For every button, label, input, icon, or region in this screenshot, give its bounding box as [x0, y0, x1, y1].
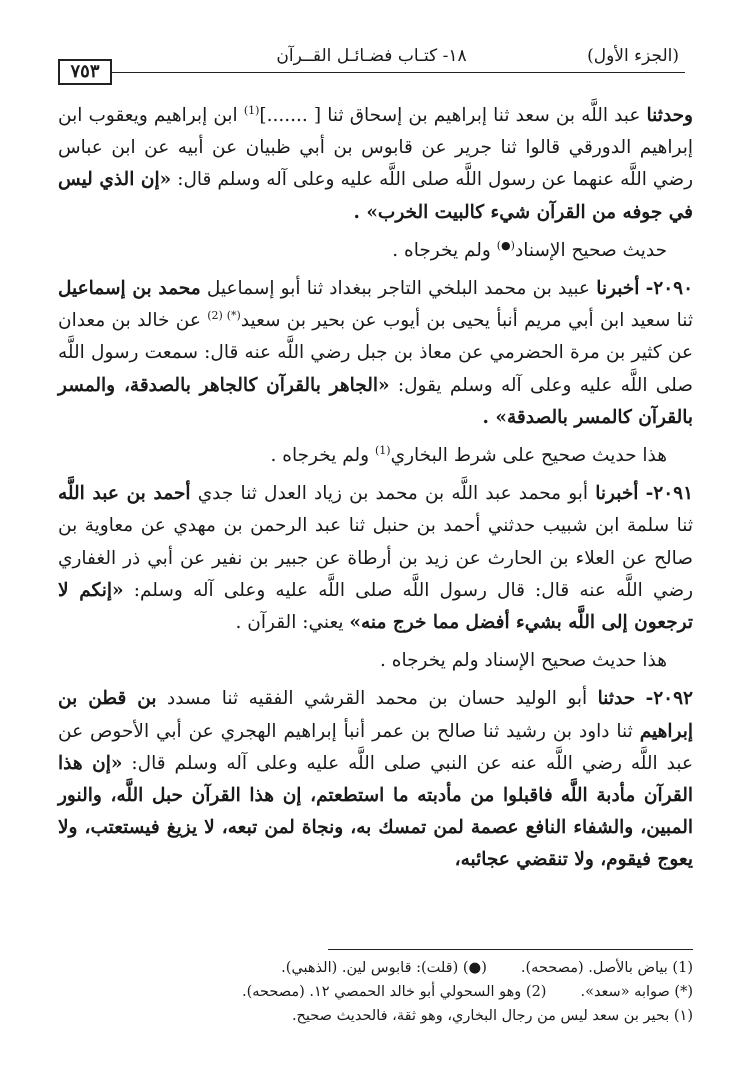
footnote-ref: (1) — [375, 443, 391, 457]
grading-text: هذا حديث صحيح الإسناد ولم يخرجاه . — [379, 650, 667, 672]
footnote: (1) بياض بالأصل. (مصححه). — [520, 960, 693, 976]
footnote: (●) (قلت): قابوس لين. (الذهبي). — [281, 960, 487, 976]
hadith-paragraph — [58, 478, 693, 639]
footnote-ref: (1) — [243, 103, 260, 117]
narrator-name: بن قطن بن إبراهيم — [58, 688, 693, 742]
grading-comment — [58, 440, 693, 472]
grading-text: ولم يخرجاه . — [392, 239, 491, 261]
narration-keyword: أخبرنا — [596, 278, 640, 300]
footnote: (*) صوابه «سعد». — [580, 984, 693, 1000]
footnote-ref: (*) (2) — [207, 309, 241, 323]
isnad-text: عبد اللَّه بن سعد ثنا إبراهيم بن إسحاق ثنا [ .......] — [259, 105, 641, 126]
footnotes — [58, 956, 693, 1028]
hadith-paragraph — [58, 273, 693, 434]
hadith-matn: «إن الذي ليس في جوفه من القرآن شيء كالبيت الخرب» . — [58, 169, 693, 223]
isnad-text: أبو الوليد حسان بن محمد القرشي الفقيه ثنا مسدد — [166, 688, 588, 710]
footnote-ref: (●) — [496, 238, 515, 252]
footnote: (2) وهو السحولي أبو خالد الحمصي ١٢. (مصححه). — [241, 984, 547, 1000]
hadith-number: ٢٠٩٠- — [645, 278, 694, 300]
hadith-paragraph — [58, 100, 693, 229]
narration-keyword: أخبرنا — [595, 483, 639, 505]
grading-text: هذا حديث صحيح على شرط البخاري — [390, 445, 667, 467]
grading-comment — [58, 235, 693, 267]
footnote-separator — [328, 949, 693, 950]
hadith-matn: فاقبلوا من مأدبته ما استطعتم، إن هذا القرآن حبل اللَّه، والنور المبين، والشفاء النافع عصمة لمن تمسك به، ونجاة لمن تبعه، لا يزيغ فيستعتب، ولا يعوج فيقوم، ولا تنقضي عجائبه، — [58, 785, 693, 871]
isnad-text: عن خالد بن معدان عن كثير بن مرة الحضرمي عن معاذ بن جبل رضي اللَّه عنه قال: سمعت رسول اللَّه صلى اللَّه عليه وعلى آله وسلم يقول: — [58, 310, 694, 396]
narration-keyword: حدثنا — [597, 688, 636, 710]
grading-comment — [58, 645, 693, 677]
isnad-text: ابن إبراهيم ويعقوب ابن إبراهيم الدورقي قالوا ثنا جرير عن قابوس بن أبي ظبيان عن أبيه عن ابن عباس رضي اللَّه عنهما عن رسول اللَّه صلى اللَّه عليه وعلى آله وسلم قال: — [58, 105, 693, 191]
narrator-name: أحمد بن عبد اللَّه — [58, 483, 191, 505]
hadith-matn: «إن هذا القرآن مأدبة اللَّه — [58, 752, 693, 807]
narrator-name: محمد بن إسماعيل — [58, 278, 201, 300]
isnad-text: يعني: القرآن . — [235, 612, 344, 634]
hadith-matn: «إنكم لا ترجعون إلى اللَّه بشيء أفضل مما خرج منه» — [58, 579, 693, 634]
footnote-line — [58, 980, 693, 1004]
hadith-matn: «الجاهر بالقرآن كالجاهر بالصدقة، والمسر بالقرآن كالمسر بالصدقة» . — [58, 374, 693, 428]
volume-label: (الجزء الأول) — [587, 46, 679, 66]
isnad-text: أبو محمد عبد اللَّه بن محمد بن زياد العدل ثنا جدي — [197, 483, 589, 505]
footnote-line — [58, 1004, 693, 1028]
page-header — [58, 42, 685, 82]
isnad-text: ثنا سلمة ابن شبيب حدثني أحمد بن حنبل ثنا عبد الرحمن بن مهدي عن معاوية بن صالح عن العلاء بن الحارث عن زيد بن أرطاة عن جبير بن نفير عن أبي ذر الغفاري رضي اللَّه عنه قال: قال رسول اللَّه صلى اللَّه عليه وعلى آله وسلم: — [58, 515, 693, 601]
grading-text: حديث صحيح الإسناد — [514, 239, 667, 261]
header-rule — [112, 72, 685, 73]
footnote-line — [58, 956, 693, 980]
hadith-number: ٢٠٩١- — [645, 483, 694, 505]
isnad-text: ثنا سعيد ابن أبي مريم أنبأ يحيى بن أيوب عن بحير بن سعيد — [240, 310, 693, 332]
main-text — [58, 100, 693, 883]
grading-text: ولم يخرجاه . — [270, 445, 370, 467]
page-number: ٧٥٣ — [58, 59, 112, 85]
footnote: (١) بحير بن سعد ليس من رجال البخاري، وهو ثقة، فالحديث صحيح. — [291, 1008, 693, 1024]
isnad-text: عبيد بن محمد البلخي التاجر ببغداد ثنا أبو إسماعيل — [206, 278, 590, 300]
hadith-paragraph — [58, 683, 693, 876]
narration-keyword: وحدثنا — [646, 105, 693, 126]
chapter-title: ١٨- كتـاب فضـائـل القــرآن — [276, 46, 467, 66]
isnad-text: ثنا داود بن رشيد ثنا صالح بن عمر أنبأ إبراهيم الهجري عن أبي الأحوص عن عبد اللَّه رضي اللَّه عنه عن النبي صلى اللَّه عليه وعلى آله وسلم قال: — [58, 720, 693, 774]
hadith-number: ٢٠٩٢- — [645, 688, 693, 710]
